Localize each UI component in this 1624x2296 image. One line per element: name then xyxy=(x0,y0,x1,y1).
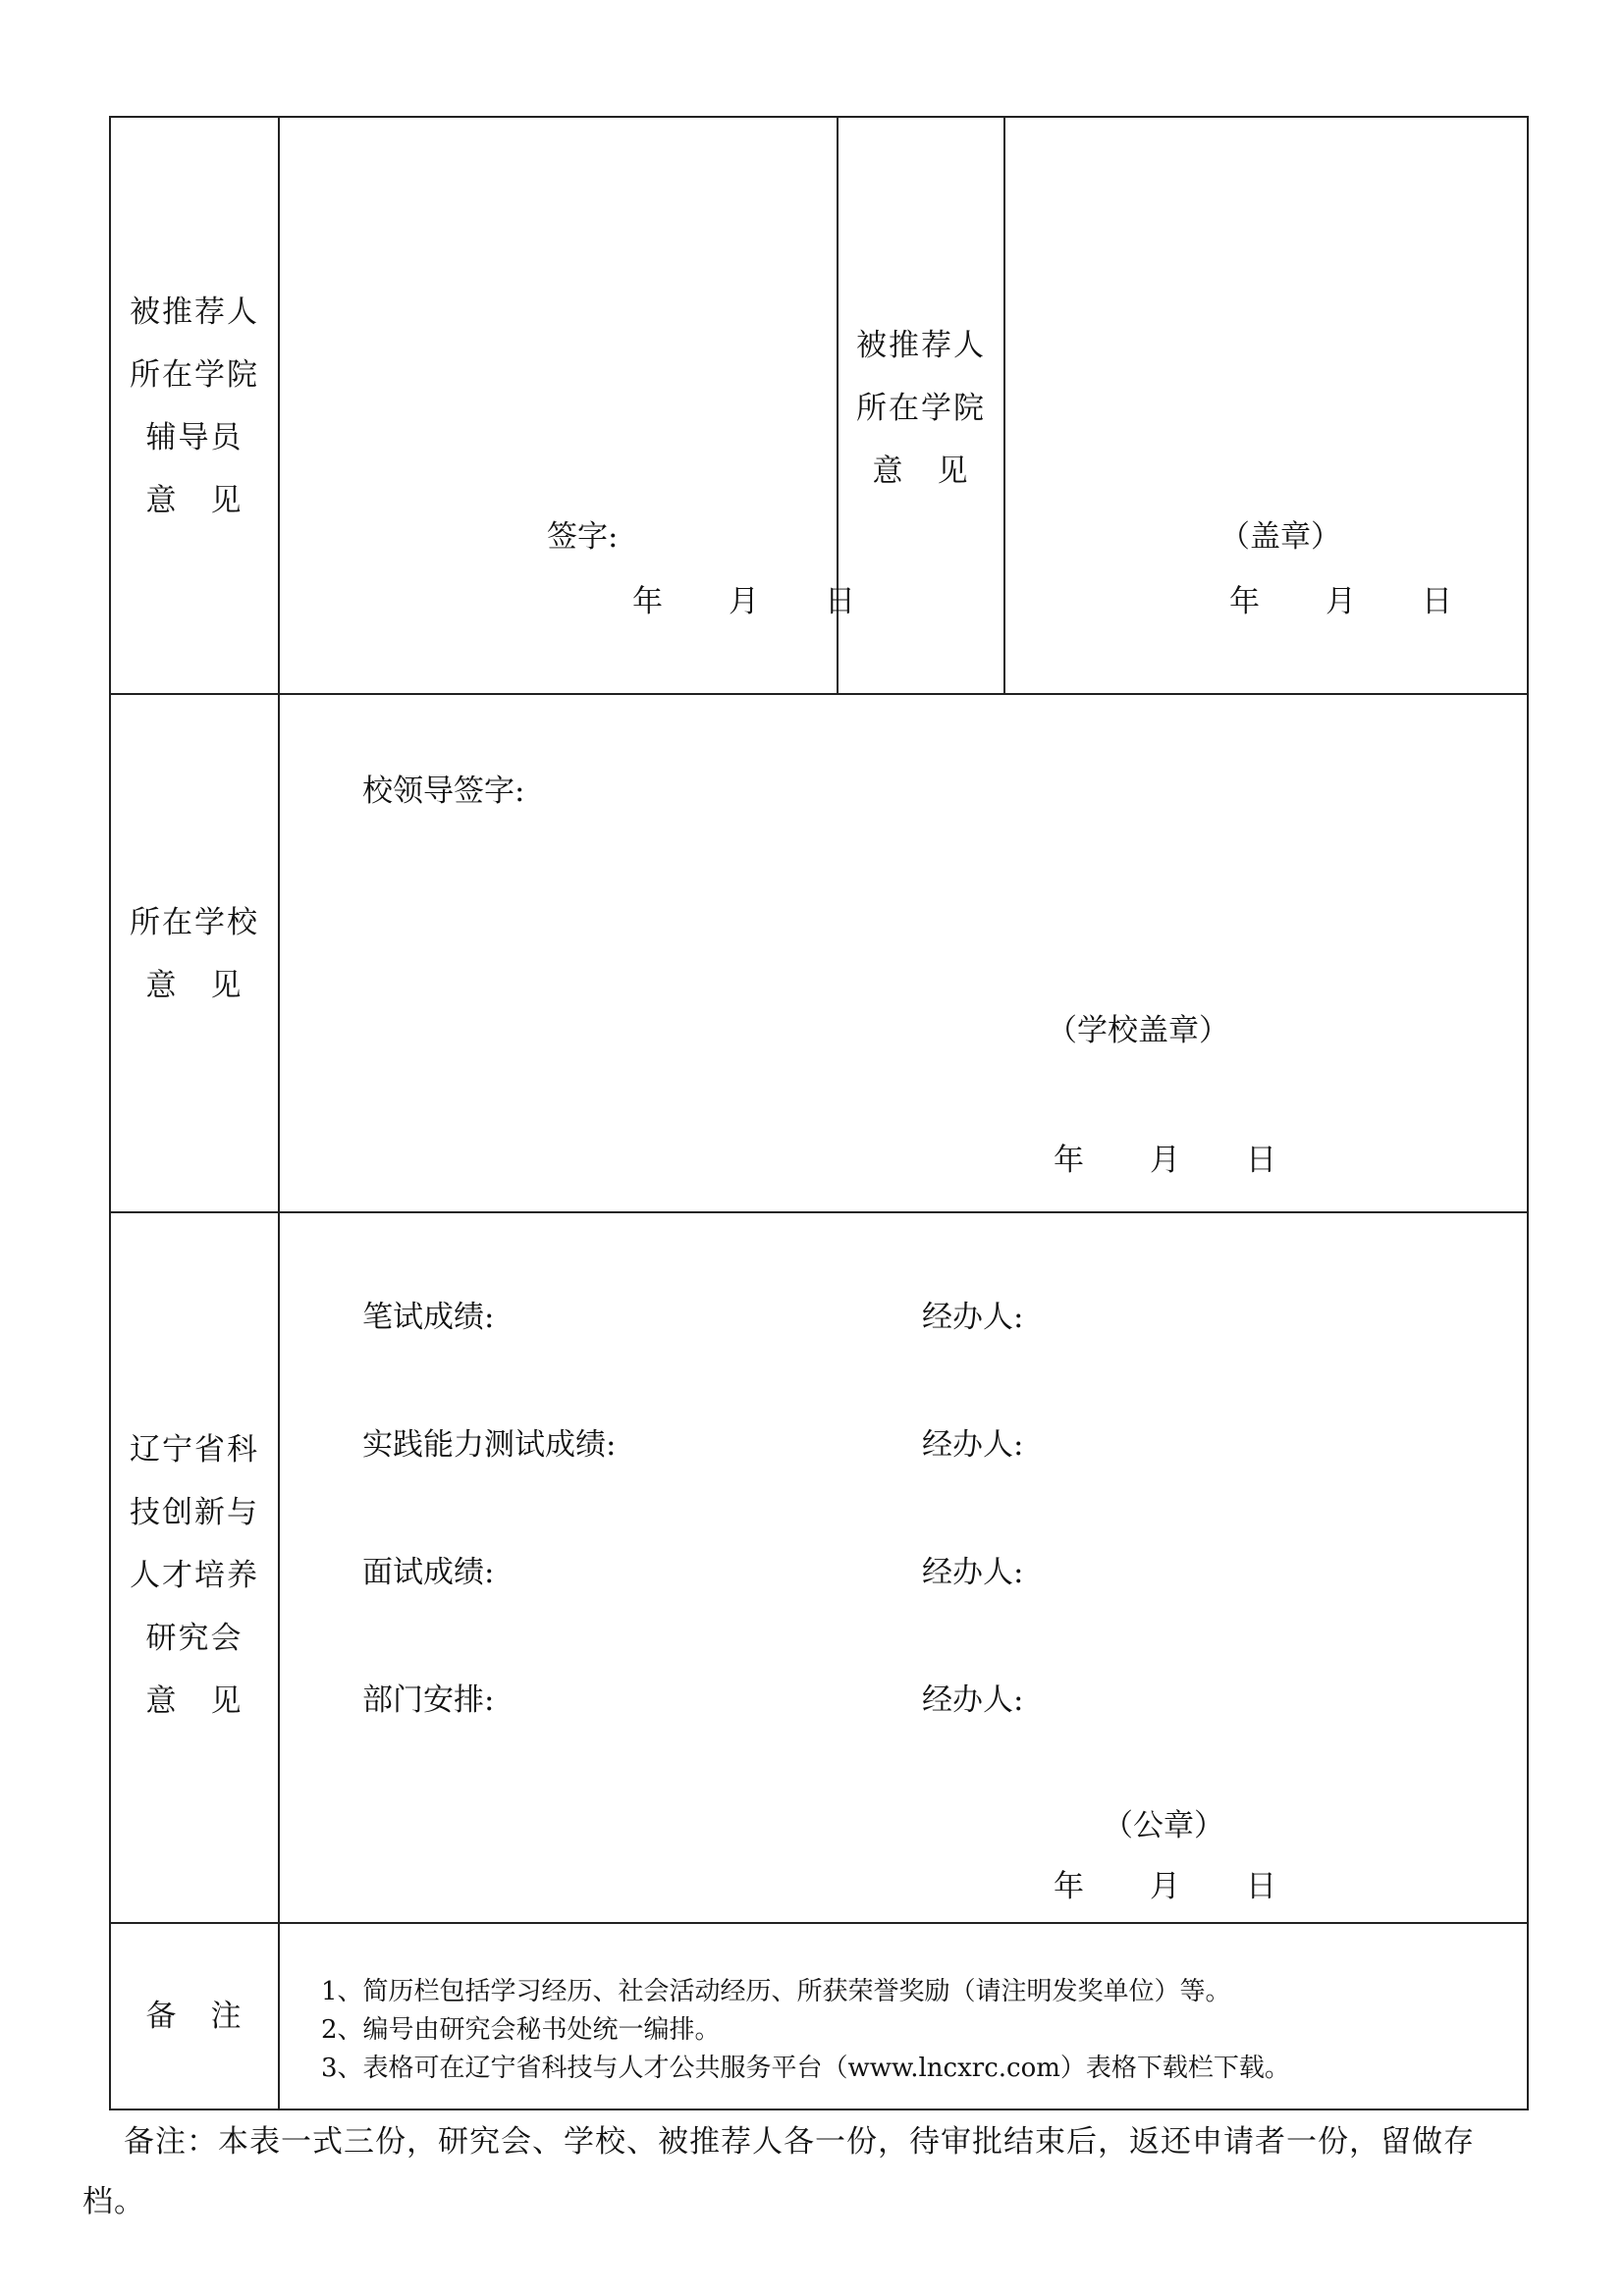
association-label-line: 技创新与 xyxy=(130,1495,259,1530)
official-seal-label: （公章） xyxy=(1103,1808,1224,1843)
year-label: 年 xyxy=(632,584,663,619)
school-date-line xyxy=(1054,1140,1342,1181)
remarks-line-1: 1、简历栏包括学习经历、社会活动经历、所获荣誉奖励（请注明发奖单位）等。 xyxy=(321,1977,1231,2006)
counselor-opinion-content-cell[interactable] xyxy=(280,118,855,695)
association-opinion-label-cell xyxy=(111,1213,280,1924)
interview-score-label: 面试成绩: xyxy=(362,1555,495,1590)
association-date-line xyxy=(1054,1866,1342,1907)
practical-test-handler-label: 经办人: xyxy=(922,1427,1024,1463)
remarks-line-3: 3、表格可在辽宁省科技与人才公共服务平台（www.lncxrc.com）表格下载栏下载。 xyxy=(321,2054,1290,2083)
remarks-label-cell xyxy=(111,1924,280,2109)
month-label: 月 xyxy=(729,584,759,619)
day-label: 日 xyxy=(1422,584,1452,619)
month-label: 月 xyxy=(1326,584,1356,619)
seal-label: （盖章） xyxy=(1219,519,1341,555)
counselor-opinion-label-cell xyxy=(111,118,280,695)
month-label: 月 xyxy=(1150,1869,1180,1904)
counselor-label-line: 被推荐人 xyxy=(130,294,259,330)
leader-signature-label: 校领导签字: xyxy=(362,774,525,809)
college-date-line xyxy=(1229,581,1518,622)
college-opinion-label-cell xyxy=(839,118,1005,695)
school-label-line: 意 见 xyxy=(145,968,244,1003)
counselor-label-line: 辅导员 xyxy=(145,420,244,455)
remarks-label: 备 注 xyxy=(145,1999,244,2034)
signature-label: 签字: xyxy=(547,519,619,555)
college-label-line: 意 见 xyxy=(872,454,970,489)
remarks-content-cell xyxy=(280,1924,1527,2109)
day-label: 日 xyxy=(825,584,855,619)
counselor-label-line: 所在学院 xyxy=(130,357,259,393)
school-seal-label: （学校盖章） xyxy=(1047,1013,1229,1048)
counselor-label-line: 意 见 xyxy=(145,483,244,518)
year-label: 年 xyxy=(1054,1143,1084,1178)
college-label-line: 所在学院 xyxy=(856,391,986,426)
association-label-line: 研究会 xyxy=(145,1621,244,1656)
school-opinion-content-cell[interactable] xyxy=(280,695,1527,1213)
remarks-line-2: 2、编号由研究会秘书处统一编排。 xyxy=(321,2015,721,2045)
year-label: 年 xyxy=(1054,1869,1084,1904)
practical-test-score-label: 实践能力测试成绩: xyxy=(362,1427,617,1463)
written-test-handler-label: 经办人: xyxy=(922,1300,1024,1335)
written-test-score-label: 笔试成绩: xyxy=(362,1300,495,1335)
month-label: 月 xyxy=(1150,1143,1180,1178)
school-label-line: 所在学校 xyxy=(130,905,259,940)
department-arrangement-label: 部门安排: xyxy=(362,1682,495,1718)
association-label-line: 意 见 xyxy=(145,1683,244,1719)
footer-note: 备注：本表一式三份，研究会、学校、被推荐人各一份，待审批结束后，返还申请者一份，留做存档。 xyxy=(82,2124,1475,2219)
department-handler-label: 经办人: xyxy=(922,1682,1024,1718)
association-label-line: 辽宁省科 xyxy=(130,1432,259,1468)
day-label: 日 xyxy=(1246,1143,1276,1178)
association-opinion-content-cell[interactable] xyxy=(280,1213,1527,1924)
college-opinion-content-cell[interactable] xyxy=(1005,118,1527,695)
day-label: 日 xyxy=(1246,1869,1276,1904)
college-label-line: 被推荐人 xyxy=(856,328,986,363)
year-label: 年 xyxy=(1229,584,1260,619)
school-opinion-label-cell xyxy=(111,695,280,1213)
association-label-line: 人才培养 xyxy=(130,1558,259,1593)
interview-handler-label: 经办人: xyxy=(922,1555,1024,1590)
approval-table xyxy=(109,116,1529,2110)
